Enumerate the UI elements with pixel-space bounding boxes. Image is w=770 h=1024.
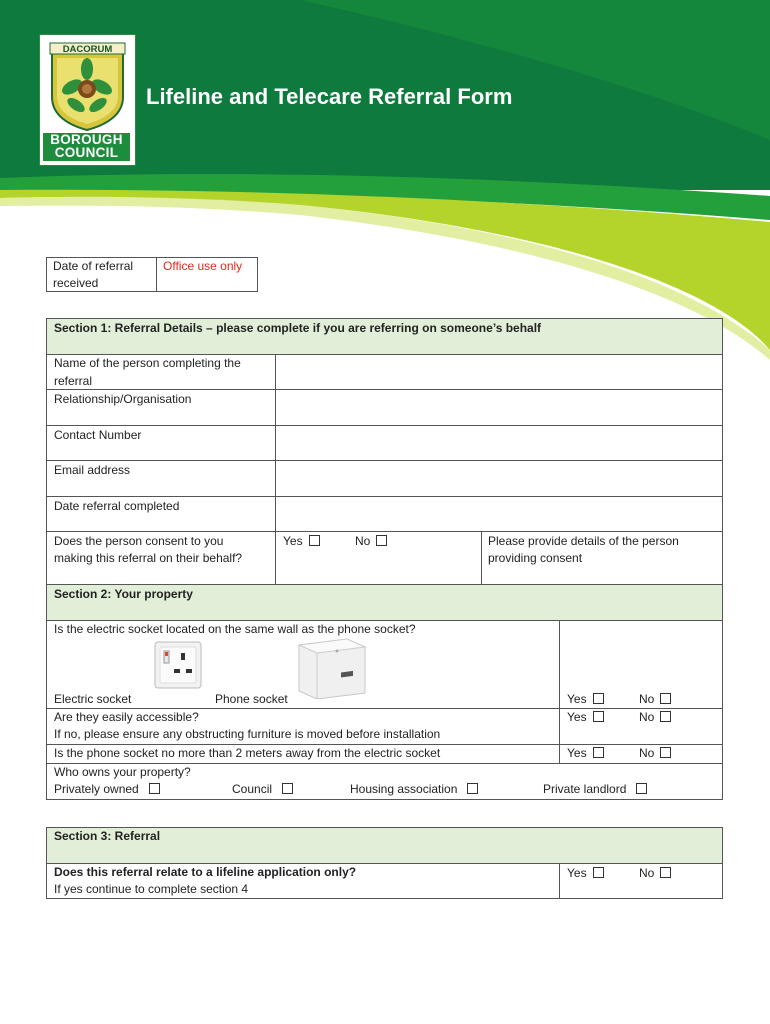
owner-council-label: Council (232, 782, 273, 796)
q-lifeline-note: If yes continue to complete section 4 (54, 882, 249, 896)
logo-top-text: DACORUM (62, 44, 113, 55)
owner-housing-association-checkbox[interactable] (467, 783, 478, 794)
same-wall-no[interactable] (639, 691, 671, 708)
accessible-no-label: No (639, 710, 655, 724)
consent-details-1: Please provide details of the person (488, 534, 679, 548)
crest-icon (46, 39, 129, 131)
distance-no[interactable] (639, 745, 671, 762)
distance-yes-label: Yes (567, 746, 587, 760)
logo-council-name (43, 133, 130, 161)
q-distance: Is the phone socket no more than 2 meters away from the electric socket (54, 746, 441, 760)
lifeline-no[interactable] (639, 865, 671, 882)
owner-private-landlord-label: Private landlord (543, 782, 627, 796)
consent-no-label: No (355, 534, 371, 548)
same-wall-no-label: No (639, 692, 655, 706)
section1-heading: Section 1: Referral Details – please complete if you are referring on someone’s behalf (54, 321, 542, 335)
name-completing-field[interactable] (276, 355, 722, 389)
consent-yes-checkbox[interactable] (309, 535, 320, 546)
q-owner: Who owns your property? (54, 765, 191, 779)
accessible-no-checkbox[interactable] (660, 711, 671, 722)
section3-heading: Section 3: Referral (54, 829, 161, 843)
q-accessible: Are they easily accessible? (54, 710, 199, 724)
same-wall-yes-checkbox[interactable] (593, 693, 604, 704)
lifeline-no-checkbox[interactable] (660, 867, 671, 878)
owner-privately-owned-label: Privately owned (54, 782, 139, 796)
office-label-line2: received (53, 276, 99, 290)
q-accessible-note: If no, please ensure any obstructing furniture is moved before installation (54, 727, 441, 741)
contact-number-field[interactable] (276, 426, 722, 460)
phone-socket-label: Phone socket (215, 692, 288, 706)
lifeline-yes-label: Yes (567, 866, 587, 880)
accessible-yes-checkbox[interactable] (593, 711, 604, 722)
same-wall-yes-label: Yes (567, 692, 587, 706)
office-use-only: Office use only (163, 259, 243, 273)
distance-no-checkbox[interactable] (660, 747, 671, 758)
page-title: Lifeline and Telecare Referral Form (146, 84, 513, 109)
lifeline-yes-checkbox[interactable] (593, 867, 604, 878)
owner-housing-association-label: Housing association (350, 782, 458, 796)
date-completed-field[interactable] (276, 497, 722, 531)
office-label-line1: Date of referral (53, 259, 134, 273)
owner-private-landlord-checkbox[interactable] (636, 783, 647, 794)
label-name-completing: Name of the person completing the (54, 356, 241, 370)
owner-council[interactable] (232, 781, 293, 798)
distance-no-label: No (639, 746, 655, 760)
consent-yes-option[interactable] (283, 533, 320, 550)
lifeline-no-label: No (639, 866, 655, 880)
lifeline-yes[interactable] (567, 865, 604, 882)
label-relationship: Relationship/Organisation (54, 392, 192, 406)
same-wall-yes[interactable] (567, 691, 604, 708)
phone-socket-icon (295, 637, 367, 699)
owner-housing-association[interactable] (350, 781, 478, 798)
relationship-field[interactable] (276, 390, 722, 425)
logo-borough-text: BOROUGH (50, 132, 123, 147)
consent-question-1: Does the person consent to you (54, 534, 224, 548)
consent-question-2: making this referral on their behalf? (54, 551, 243, 565)
distance-yes-checkbox[interactable] (593, 747, 604, 758)
consent-yes-label: Yes (283, 534, 303, 548)
consent-details-2: providing consent (488, 551, 583, 565)
q-same-wall: Is the electric socket located on the same wall as the phone socket? (54, 622, 416, 636)
q-lifeline-only: Does this referral relate to a lifeline application only? (54, 865, 357, 879)
owner-privately-owned[interactable] (54, 781, 160, 798)
label-name-completing-2: referral (54, 374, 93, 388)
accessible-no[interactable] (639, 709, 671, 726)
council-logo (39, 34, 136, 166)
owner-private-landlord[interactable] (543, 781, 647, 798)
logo-council-text: COUNCIL (54, 145, 119, 160)
accessible-yes-label: Yes (567, 710, 587, 724)
email-field[interactable] (276, 461, 722, 496)
consent-no-option[interactable] (355, 533, 387, 550)
section2-heading: Section 2: Your property (54, 587, 193, 601)
distance-yes[interactable] (567, 745, 604, 762)
label-email: Email address (54, 463, 131, 477)
same-wall-no-checkbox[interactable] (660, 693, 671, 704)
owner-council-checkbox[interactable] (282, 783, 293, 794)
electric-socket-icon (154, 641, 202, 689)
owner-privately-owned-checkbox[interactable] (149, 783, 160, 794)
label-contact-number: Contact Number (54, 428, 142, 442)
accessible-yes[interactable] (567, 709, 604, 726)
consent-no-checkbox[interactable] (376, 535, 387, 546)
label-date-completed: Date referral completed (54, 499, 180, 513)
electric-socket-label: Electric socket (54, 692, 132, 706)
